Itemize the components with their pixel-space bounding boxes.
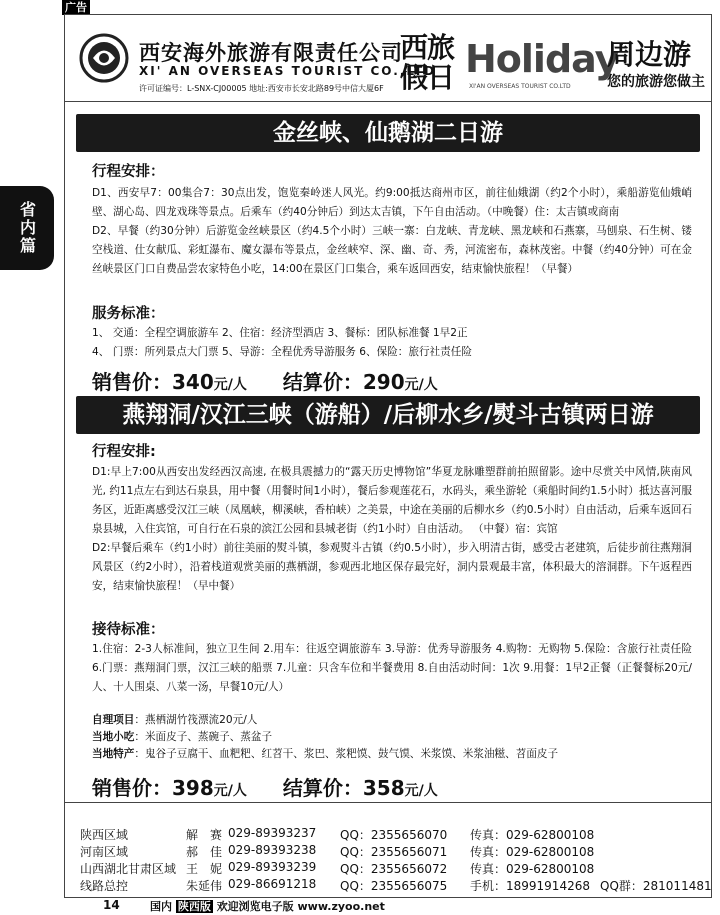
company-header [64, 14, 712, 102]
tour2-settle-value: 358 [362, 776, 405, 800]
tour1-price-value: 340 [172, 370, 214, 394]
brand-holiday-logo: Holiday [465, 37, 619, 81]
tour1-price-label: 销售价： [92, 370, 172, 394]
tour1-settle-label: 结算价： [282, 370, 363, 394]
tour1-itinerary-text: D1、西安早7：00集合7：30点出发，饱览秦岭迷人风光。约9:00抵达商州市区，前往仙娥湖（约2个小时），乘船游览仙娥峭壁、湖心岛、四龙戏珠等景点。后乘车（约40分钟后）到达太吉镇，下午自由活动。（中晚餐）住：太吉镇或商南 D2、早餐（约30分钟）后游览金丝峡景区（约4.5个小时）三峡一寨：白龙峡、青龙峡、黑龙峡和石燕寨，马刨泉、石生树、镂空栈道、仕女献瓜、彩虹瀑布、魔女瀑布等景点，金丝峡窄、深、幽、奇、秀，河流密布，森林茂密。中餐（约40分钟）可在金丝峡景区门口自费品尝农家特色小吃，14:00在景区门口集合，乘车返回西安，结束愉快旅程！（早餐） [92, 187, 692, 275]
tour1-settle-unit: 元/人 [404, 377, 438, 393]
tour2-title-banner: 燕翔洞/汉江三峡（游船）/后柳水乡/熨斗古镇两日游 [76, 396, 700, 434]
company-logo-icon [79, 33, 129, 83]
tour1-service-heading: 服务标准： [92, 306, 165, 322]
tour2-extra-item: 当地特产：鬼谷子豆腐干、血粑粑、红苕干、浆巴、浆粑馍、鼓气馍、米浆馍、米浆油糍、苕面皮子 [92, 748, 559, 760]
tour1-itinerary-heading: 行程安排： [92, 164, 165, 180]
brand-slogan: 您的旅游您做主 [607, 74, 705, 90]
tour2-service-heading: 接待标准： [92, 622, 165, 638]
edition-badge: 陕西版 [177, 900, 211, 913]
tour2-price-label: 销售价： [92, 776, 172, 800]
website-tagline: 欢迎浏览电子版 www.zyoo.net [216, 900, 385, 913]
tour2-extra-item: 当地小吃：米面皮子、蒸碗子、蒸盆子 [92, 731, 273, 743]
tour1-settle-value: 290 [362, 370, 405, 394]
license-address: 许可证编号：L-SNX-CJ00005 地址:西安市长安北路89号中信大厦6F [139, 84, 384, 93]
brand-zhoubian: 周边游 [607, 38, 692, 71]
tour1-price-line [92, 366, 438, 395]
tour2-settle-label: 结算价： [282, 776, 363, 800]
tour2-price-line [92, 772, 438, 801]
company-name-en: XI' AN OVERSEAS TOURIST CO.,LTD [139, 64, 437, 78]
section-label: 国内 [150, 900, 172, 913]
brand-holiday-subtitle: XI'AN OVERSEAS TOURIST CO.LTD [469, 83, 571, 90]
tour2-extra-item: 自理项目：燕栖湖竹筏漂流20元/人 [92, 714, 258, 726]
publication-line [150, 898, 385, 914]
brand-xilv-logo: 西旅假日 [399, 31, 454, 94]
tour1-service-text: 1、 交通：全程空调旅游车 2、住宿：经济型酒店 3、餐标：团队标准餐 1早2正 4、 门票：所列景点大门票 5、导游：全程优秀导游服务 6、保险：旅行社责任险 [92, 327, 472, 358]
section-side-tab [0, 186, 54, 270]
tour1-title-banner: 金丝峡、仙鹅湖二日游 [76, 114, 700, 152]
company-name-cn: 西安海外旅游有限责任公司 [139, 41, 403, 65]
page-number: 14 [103, 898, 120, 912]
tour1-price-unit: 元/人 [213, 377, 247, 393]
tour2-itinerary-text: D1:早上7:00从西安出发经西汉高速, 在极具震撼力的“露天历史博物馆”华夏龙脉雕塑群前拍照留影。途中尽赏关中风情,陕南风光, 约11点左右到达石泉县，用中餐（用餐时间1小时），餐后参观莲花石，水码头，乘坐游轮（乘船时间约1.5小时）抵达喜河服务区，近距离感受汉江三峡（凤凰峡，柳溪峡，香柏峡）之美景，中途在美丽的后柳水乡（约0.5小时）自由活动，后乘车返回石泉县城，入住宾馆，可自行在石泉的滨江公园和县城老街（约1小时）自由活动。 （中餐）宿：宾馆 D2:早餐后乘车（约1小时）前往美丽的熨斗镇，参观熨斗古镇（约0.5小时），步入明清古街，感受古老建筑，后徒步前往燕翔洞风景区（约2小时），沿着栈道观赏美丽的燕栖湖，参观西北地区保存最完好，洞内景观最丰富，体积最大的溶洞群。下午返程西安，结束愉快旅程！（早中餐） [92, 466, 692, 592]
tour2-price-value: 398 [172, 776, 214, 800]
tour2-price-unit: 元/人 [213, 783, 247, 799]
tour2-service-text: 1.住宿：2-3人标准间，独立卫生间 2.用车：往返空调旅游车 3.导游：优秀导游服务 4.购物：无购物 5.保险：含旅行社责任险 6.门票：燕翔洞门票，汉江三峡的船票 7.儿童：只含车位和半餐费用 8.自由活动时间：1次 9.用餐：1早2正餐（正餐餐标20元/人、十人围桌、八菜一汤，早餐10元/人） [92, 643, 692, 693]
side-tab-label: 省内篇 [17, 201, 37, 255]
ad-tag: 广告 [62, 0, 90, 15]
tour2-settle-unit: 元/人 [404, 783, 438, 799]
tour2-itinerary-heading: 行程安排: [92, 444, 156, 460]
